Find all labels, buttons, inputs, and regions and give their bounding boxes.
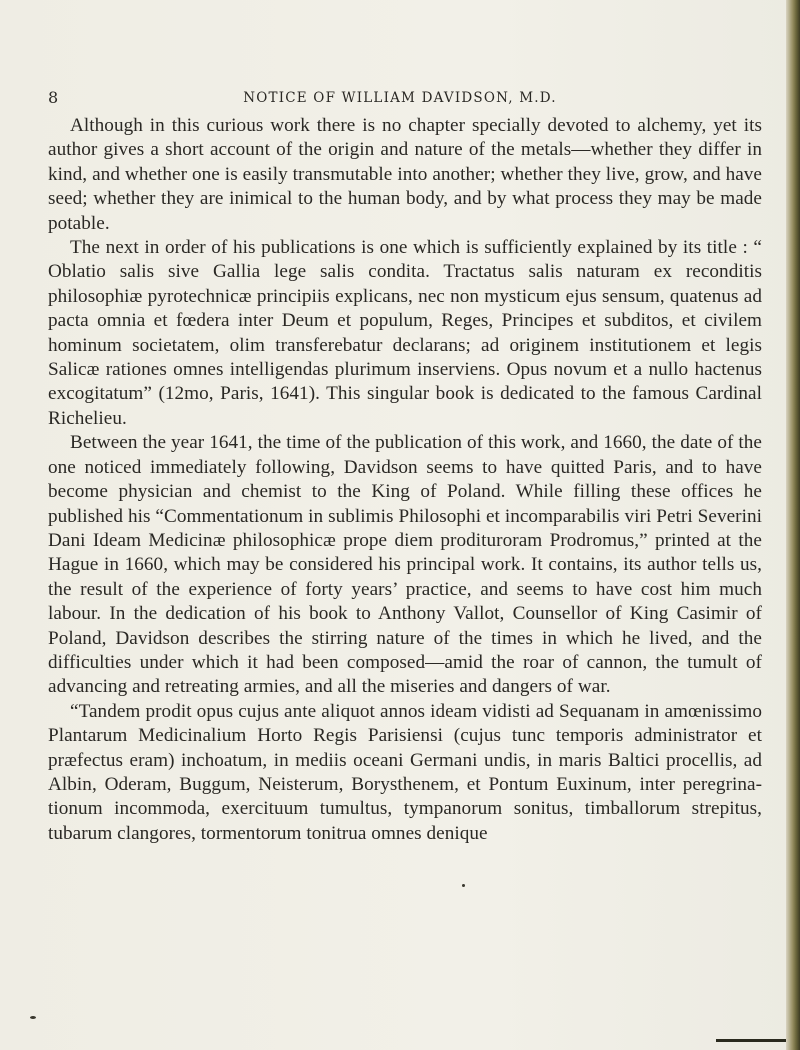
running-head: NOTICE OF WILLIAM DAVIDSON, M.D. <box>243 90 557 106</box>
paragraph-poland: Between the year 1641, the time of the publication of this work, and 1660, the date of the one noticed immediately following, Davidson seems to have quitted Paris, and to have become physician and chemist to the King of Poland. While filling these offices he published his “Commentationum in sublimis Philosophi et incomparabilis viri Petri Severini Dani Ideam Medicinæ philosophicæ prope diem prodituroram Prodromus,” printed at the Hague in 1660, which may be considered his principal work. It contains, its author tells us, the result of the experience of forty years’ practice, and seems to have cost him much labour. In the dedication of his book to Anthony Vallot, Counsellor of King Casimir of Poland, Davidson describes the stirring nature of the times in which he lived, and the difficulties under which it had been composed—amid the roar of cannon, the tumult of advancing and retreating armies, and all the miseries and dangers of war. <box>48 432 762 698</box>
ink-speck <box>462 884 465 887</box>
page-edge <box>786 0 800 1050</box>
paragraph-oblatio-salis: The next in order of his publications is one which is sufficiently explained by its title : “ Oblatio salis sive Gallia lege salis condita. Tractatus salis naturam ex reconditis philosophiæ pyrotechnicæ principiis explicans, nec non mysticum ejus sensum, quatenus ad pacta omnia et fœdera inter Deum et populum, Reges, Principes et subditos, et civilem hominum societatem, olim transferebatur declarans; ad originem institutionem et legis Salicæ rationes omnes intelligendas plurimum inserviens. Opus novum et a nullo hactenus excogitatum” (12mo, Paris, 1641). This singular book is dedicated to the famous Cardinal Richelieu. <box>48 237 762 429</box>
page-number: 8 <box>48 88 59 107</box>
paragraph-latin-quote: “Tandem prodit opus cujus ante aliquot annos ideam vidisti ad Sequanam in amœnissimo Plantarum Medicinalium Horto Regis Parisiensi (cujus tunc temporis administrator et præfectus eram) inchoatum, in mediis oceani Germani undis, in maris Baltici procellis, ad Albin, Oderam, Buggum, Neisterum, Borysthenem, et Pontum Euxinum, inter peregrinationum incommoda, exercituum tumultus, tympanorum sonitus, timballorum strepitus, tubarum clangores, tormentorum tonitrua omnes denique <box>48 700 762 844</box>
page-bottom-mark <box>716 1039 786 1042</box>
paragraph-alchemy: Although in this curious work there is no chapter specially devoted to alchemy, yet its author gives a short account of the origin and nature of the metals—whether they differ in kind, and whether one is easily transmutable into another; whether they live, grow, and have seed; whether they are inimical to the human body, and by what process they may be made potable. <box>48 115 762 234</box>
page-header <box>0 86 800 110</box>
ink-speck <box>30 1016 36 1019</box>
body-text <box>48 114 762 846</box>
